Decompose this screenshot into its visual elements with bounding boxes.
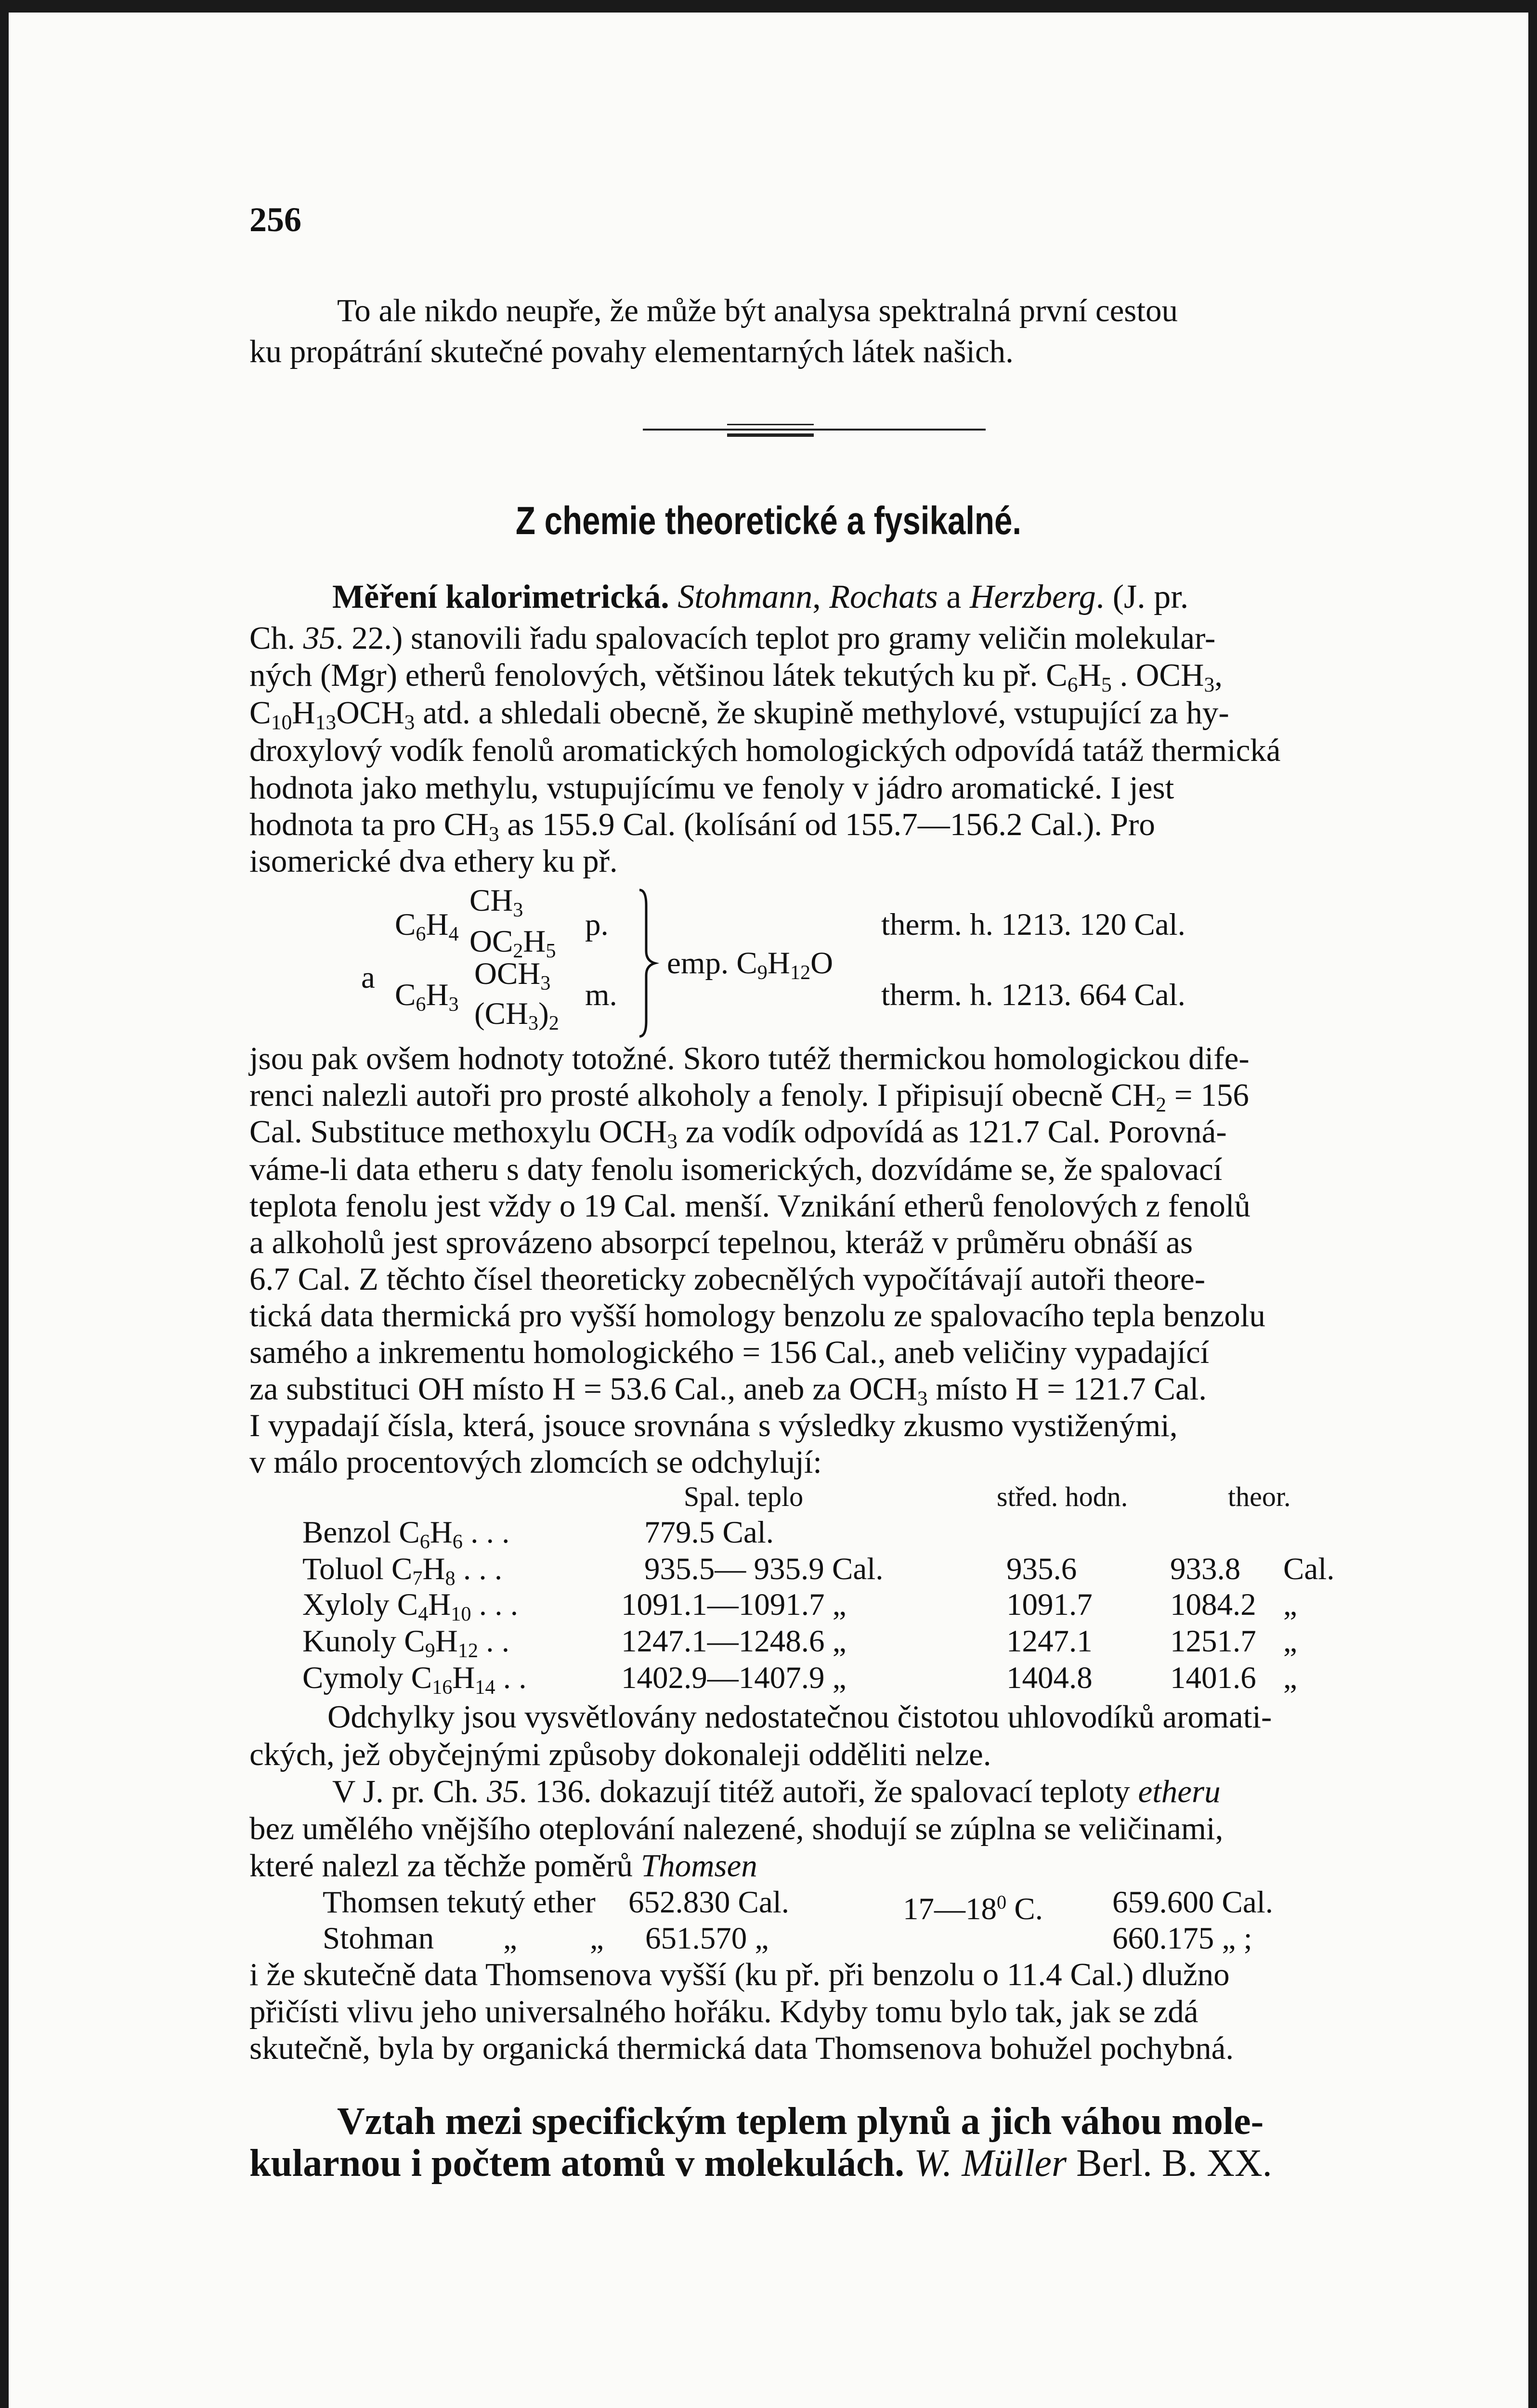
ref-rest: . 22.) stanovili řadu spalovacích teplot pro gramy veličin molekular- bbox=[335, 620, 1216, 656]
author-stohmann: Stohmann bbox=[677, 578, 813, 615]
formula-oc2h5: $OC_2H_5$ bbox=[469, 924, 556, 962]
ref-volume: 35 bbox=[303, 620, 336, 656]
table-row-spal: 779.5 Cal. bbox=[644, 1515, 774, 1550]
thomsen-row1-value: 652.830 Cal. bbox=[628, 1885, 790, 1920]
table-row-theor: 933.8 bbox=[1170, 1552, 1241, 1586]
formula-ch3-2: $(CH_3)_2$ bbox=[474, 996, 559, 1034]
table-row-spal: 1402.9—1407.9 „ bbox=[621, 1661, 847, 1695]
table-row-compound: Kunoly $C_9H_{12}$ . . bbox=[302, 1624, 509, 1662]
ref-ch: Ch. bbox=[249, 620, 295, 656]
para2-line-11: I vypadají čísla, která, jsouce srovnána s výsledky zkusmo vystiženými, bbox=[249, 1408, 1178, 1443]
article2-title-line-1: Vztah mezi specifickým teplem plynů a jich váhou mole- bbox=[337, 2100, 1264, 2143]
para2-line-9: samého a inkrementu homologického = 156 Cal., aneb veličiny vypadající bbox=[249, 1335, 1210, 1370]
table-row-stred: 1091.7 bbox=[1006, 1587, 1093, 1622]
table-header-stred: střed. hodn. bbox=[997, 1481, 1128, 1512]
para2-line-10: za substituci OH místo H = 53.6 Cal., aneb za $OCH_3$ místo H = 121.7 Cal. bbox=[249, 1371, 1207, 1411]
article1-first-line: Měření kalorimetrická. Stohmann, Rochats a Herzberg. (J. pr. bbox=[332, 578, 1189, 615]
para2-line-12: v málo procentových zlomcích se odchylují: bbox=[249, 1444, 822, 1480]
intro-line-1: To ale nikdo neupře, že může být analysa spektralná první cestou bbox=[337, 293, 1178, 328]
therm-value-meta: therm. h. 1213. 664 Cal. bbox=[881, 978, 1185, 1012]
formula-ch3-top: $CH_3$ bbox=[469, 883, 523, 921]
para2-line-6: a alkoholů jest sprovázeno absorpcí tepelnou, kteráž v průměru obnáší as bbox=[249, 1225, 1193, 1260]
table-row-compound: Cymoly $C_{16}H_{14}$ . . bbox=[302, 1661, 527, 1699]
formula-and: a bbox=[361, 960, 375, 995]
formula-och3: $OCH_3$ bbox=[474, 956, 551, 995]
table-header-spal: Spal. teplo bbox=[684, 1481, 804, 1512]
thomsen-row2-label: Stohman bbox=[323, 1921, 434, 1956]
table-row-unit: „ bbox=[1283, 1587, 1297, 1622]
conjunction: a bbox=[946, 578, 962, 615]
table-row-unit: „ bbox=[1283, 1624, 1297, 1659]
formula-c6h4: $C_6H_4$ bbox=[395, 907, 459, 945]
article1-line-3: ných (Mgr) etherů fenolových, většinou látek tekutých ku př. $C_6H_5$ . $OCH_3$, bbox=[249, 657, 1223, 697]
page-number: 256 bbox=[249, 200, 301, 239]
table-row-stred: 935.6 bbox=[1006, 1552, 1077, 1586]
table-row-compound: Toluol $C_7H_8$ . . . bbox=[302, 1552, 503, 1590]
article1-line-5: droxylový vodík fenolů aromatických homologických odpovídá tatáž thermická bbox=[249, 733, 1281, 768]
formula-c6h3: $C_6H_3$ bbox=[395, 978, 459, 1016]
table-row-stred: 1247.1 bbox=[1006, 1624, 1093, 1659]
table-row-theor: 1251.7 bbox=[1170, 1624, 1256, 1659]
article1-line-6: hodnota jako methylu, vstupujícímu ve fenoly v jádro aromatické. I jest bbox=[249, 770, 1174, 806]
para4-line-2: přičísti vlivu jeho universalného hořáku. Kdyby tomu bylo tak, jak se zdá bbox=[249, 1994, 1198, 2029]
formula-emp: emp. $C_9H_{12}O$ bbox=[667, 946, 834, 984]
thomsen-row2-ditto2: „ bbox=[590, 1921, 604, 1956]
thomsen-row1-label: Thomsen tekutý ether bbox=[323, 1885, 596, 1920]
article1-title: Měření kalorimetrická. bbox=[332, 578, 669, 615]
reference-open: (J. pr. bbox=[1112, 578, 1189, 615]
para3-line-2: ckých, jež obyčejnými způsoby dokonaleji odděliti nelze. bbox=[249, 1737, 991, 1772]
table-row-unit: „ bbox=[1283, 1661, 1297, 1695]
para3-line-3: V J. pr. Ch. 35. 136. dokazují titéž autoři, že spalovací teploty etheru bbox=[332, 1774, 1221, 1809]
para2-line-3: Cal. Substituce methoxylu $OCH_3$ za vodík odpovídá as 121.7 Cal. Porovná- bbox=[249, 1114, 1227, 1153]
para2-line-7: 6.7 Cal. Z těchto čísel theoreticky zobecnělých vypočítávají autoři theore- bbox=[249, 1261, 1206, 1297]
article1-line-2 bbox=[249, 619, 1215, 657]
table-row-stred: 1404.8 bbox=[1006, 1661, 1093, 1695]
para2-line-5: teplota fenolu jest vždy o 19 Cal. menší. Vznikání etherů fenolových z fenolů bbox=[249, 1188, 1250, 1224]
thomsen-row2-ditto1: „ bbox=[503, 1921, 517, 1956]
thomsen-row1-result: 659.600 Cal. bbox=[1112, 1885, 1274, 1920]
formula-para-label: p. bbox=[585, 907, 609, 942]
table-row-spal: 1091.1—1091.7 „ bbox=[621, 1587, 847, 1622]
table-row-spal: 935.5— 935.9 Cal. bbox=[644, 1552, 884, 1586]
para2-line-8: tická data thermická pro vyšší homology benzolu ze spalovacího tepla benzolu bbox=[249, 1298, 1265, 1334]
therm-value-para: therm. h. 1213. 120 Cal. bbox=[881, 907, 1185, 942]
thomsen-row2-result: 660.175 „ ; bbox=[1112, 1921, 1252, 1956]
para3-line-4: bez umělého vnějšího oteplování nalezené, shodují se zúplna se veličinami, bbox=[249, 1811, 1224, 1846]
table-header-theor: theor. bbox=[1228, 1481, 1291, 1512]
divider-rule bbox=[643, 429, 986, 431]
divider-ornament bbox=[727, 433, 814, 437]
table-row-theor: 1401.6 bbox=[1170, 1661, 1256, 1695]
table-row-compound: Benzol $C_6H_6$ . . . bbox=[302, 1515, 510, 1553]
table-row-unit: Cal. bbox=[1283, 1552, 1335, 1586]
table-row-spal: 1247.1—1248.6 „ bbox=[621, 1624, 847, 1659]
thomsen-row1-temp: $17—18^0$ C. bbox=[903, 1891, 1043, 1927]
author-rochats: Rochats bbox=[829, 578, 938, 615]
formula-brace bbox=[636, 886, 664, 1040]
para2-line-1: jsou pak ovšem hodnoty totožné. Skoro tutéž thermickou homologickou dife- bbox=[249, 1041, 1250, 1076]
para4-line-1: i že skutečně data Thomsenova vyšší (ku př. při benzolu o 11.4 Cal.) dlužno bbox=[249, 1957, 1230, 1992]
para2-line-2: renci nalezli autoři pro prosté alkoholy a fenoly. I připisují obecně $CH_2 = 156$ bbox=[249, 1077, 1249, 1117]
article1-line-7: hodnota ta pro $CH_3$ as 155.9 Cal. (kolísání od 155.7—156.2 Cal.). Pro bbox=[249, 807, 1155, 846]
section-title: Z chemie theoretické a fysikalné. bbox=[515, 499, 1022, 543]
formula-meta-label: m. bbox=[585, 978, 617, 1012]
table-row-theor: 1084.2 bbox=[1170, 1587, 1256, 1622]
author-herzberg: Herzberg bbox=[969, 578, 1096, 615]
article1-line-8: isomerické dva ethery ku př. bbox=[249, 843, 618, 879]
para2-line-4: váme-li data etheru s daty fenolu isomerických, dozvídáme se, že spalovací bbox=[249, 1152, 1223, 1187]
table-row-compound: Xyloly $C_4H_{10}$ . . . bbox=[302, 1587, 518, 1625]
article1-line-4: $C_{10}H_{13}OCH_3$ atd. a shledali obecně, že skupině methylové, vstupující za hy- bbox=[249, 695, 1229, 734]
intro-line-2: ku propátrání skutečné povahy elementarných látek našich. bbox=[249, 334, 1014, 369]
para3-line-5: které nalezl za těchže poměrů Thomsen bbox=[249, 1848, 757, 1884]
divider-ornament-top bbox=[727, 424, 814, 425]
para4-line-3: skutečně, byla by organická thermická data Thomsenova bohužel pochybná. bbox=[249, 2030, 1234, 2066]
thomsen-row2-value: 651.570 „ bbox=[645, 1921, 769, 1956]
article2-title-line-2: kularnou i počtem atomů v molekulách. W. Müller Berl. B. XX. bbox=[249, 2142, 1272, 2185]
para3-line-1: Odchylky jsou vysvětlovány nedostatečnou čistotou uhlovodíků aromati- bbox=[327, 1699, 1272, 1735]
